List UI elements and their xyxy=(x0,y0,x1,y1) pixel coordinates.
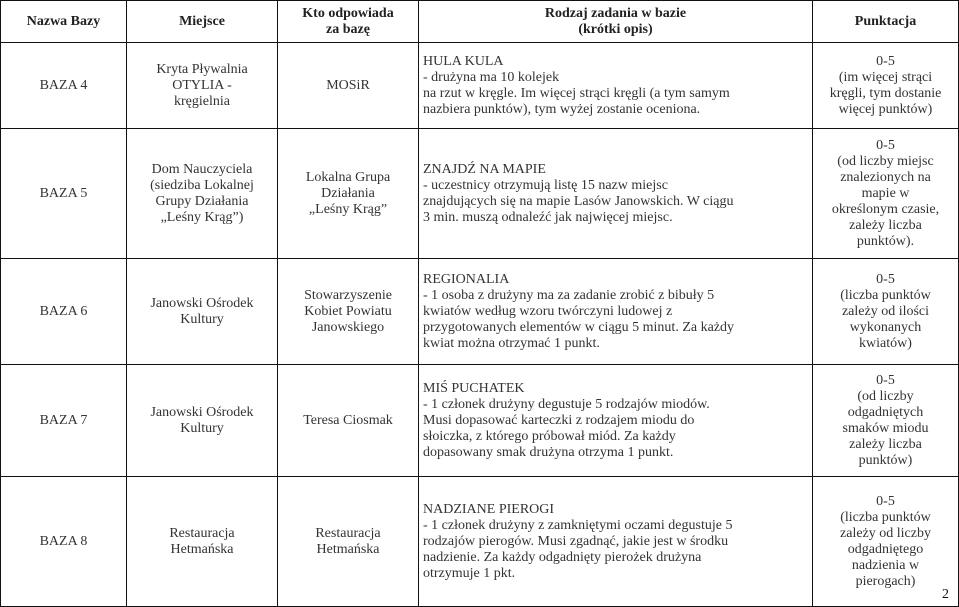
base-scoring-line: (od liczby miejsc xyxy=(837,153,934,169)
base-scoring xyxy=(813,365,959,477)
base-task-line: - drużyna ma 10 kolejek xyxy=(423,69,560,85)
base-scoring-line: odgadniętych xyxy=(847,404,924,420)
base-responsible-line: Działania xyxy=(321,185,375,201)
table-row xyxy=(1,259,959,365)
base-scoring-line: (od liczby xyxy=(857,388,914,404)
base-responsible-line: Restauracja xyxy=(315,525,381,541)
header-kto: Kto odpowiada za bazę xyxy=(278,1,419,43)
base-task-line: kwiatów według wzoru twórczyni ludowej z xyxy=(423,303,673,319)
base-responsible-line: „Leśny Krąg” xyxy=(308,201,388,217)
header-rodzaj: Rodzaj zadania w bazie (krótki opis) xyxy=(419,1,813,43)
base-scoring-line: nadzienia w xyxy=(851,557,920,573)
base-location xyxy=(127,129,278,259)
base-responsible-line: Kobiet Powiatu xyxy=(304,303,392,319)
base-location-line: (siedziba Lokalnej xyxy=(150,177,254,193)
base-task xyxy=(419,365,813,477)
base-scoring-line: (liczba punktów xyxy=(840,287,931,303)
base-name: BAZA 4 xyxy=(1,43,127,129)
base-responsible-line: Hetmańska xyxy=(316,541,380,557)
base-task-line: dopasowany smak drużyna otrzyma 1 punkt. xyxy=(423,444,674,460)
base-task-line: MIŚ PUCHATEK xyxy=(423,380,525,396)
base-responsible xyxy=(278,259,419,365)
base-location-line: kręgielnia xyxy=(174,93,230,109)
base-responsible-line: MOSiR xyxy=(326,77,370,93)
base-scoring-line: zależy od liczby xyxy=(840,525,931,541)
base-task-line: otrzymuje 1 pkt. xyxy=(423,565,516,581)
base-task-line: 3 min. muszą odnaleźć jak najwięcej miejsc. xyxy=(423,209,673,225)
base-location-line: Kultury xyxy=(180,311,224,327)
base-task-line: - 1 członek drużyny degustuje 5 rodzajów miodów. xyxy=(423,396,710,412)
base-scoring-line: zależy liczba xyxy=(849,217,922,233)
base-task-line: - 1 osoba z drużyny ma za zadanie zrobić z bibuły 5 xyxy=(423,287,715,303)
base-responsible xyxy=(278,365,419,477)
base-location-line: Restauracja xyxy=(169,525,235,541)
base-scoring-line: 0-5 xyxy=(876,372,895,388)
base-scoring-line: kwiatów) xyxy=(859,335,912,351)
base-location xyxy=(127,259,278,365)
base-task-line: Musi dopasować karteczki z rodzajem miodu do xyxy=(423,412,695,428)
base-task-line: REGIONALIA xyxy=(423,271,510,287)
base-responsible xyxy=(278,129,419,259)
base-task-line: NADZIANE PIEROGI xyxy=(423,501,555,517)
base-scoring xyxy=(813,43,959,129)
base-location xyxy=(127,365,278,477)
base-location-line: OTYLIA - xyxy=(172,77,232,93)
base-scoring xyxy=(813,129,959,259)
base-name: BAZA 7 xyxy=(1,365,127,477)
base-scoring-line: wykonanych xyxy=(849,319,922,335)
base-task-line: ZNAJDŹ NA MAPIE xyxy=(423,161,546,177)
header-miejsce: Miejsce xyxy=(127,1,278,43)
base-location-line: Hetmańska xyxy=(170,541,234,557)
base-task-line: - 1 członek drużyny z zamkniętymi oczami degustuje 5 xyxy=(423,517,733,533)
header-row xyxy=(1,1,959,43)
base-location xyxy=(127,43,278,129)
base-scoring-line: 0-5 xyxy=(876,137,895,153)
base-name: BAZA 6 xyxy=(1,259,127,365)
base-task xyxy=(419,129,813,259)
base-location xyxy=(127,477,278,607)
base-scoring-line: (liczba punktów xyxy=(840,509,931,525)
base-scoring-line: punktów). xyxy=(856,233,915,249)
base-name: BAZA 5 xyxy=(1,129,127,259)
table-row xyxy=(1,129,959,259)
base-task-line: nazbiera punktów), tym wyżej zostanie oceniona. xyxy=(423,101,701,117)
base-scoring-line: odgadniętego xyxy=(847,541,924,557)
table-row xyxy=(1,477,959,607)
base-responsible-line: Janowskiego xyxy=(311,319,385,335)
base-task-line: nadzienie. Za każdy odgadnięty pierożek drużyna xyxy=(423,549,702,565)
table-row xyxy=(1,365,959,477)
base-scoring-line: określonym czasie, xyxy=(831,201,940,217)
base-responsible-line: Lokalna Grupa xyxy=(305,169,391,185)
base-scoring-line: pierogach) xyxy=(855,573,916,589)
base-task-line: słoiczka, z którego próbował miód. Za każdy xyxy=(423,428,676,444)
table-row xyxy=(1,43,959,129)
base-task-line: rodzajów pierogów. Musi zgadnąć, jakie jest w środku xyxy=(423,533,729,549)
base-location-line: Janowski Ośrodek xyxy=(150,295,254,311)
header-nazwa: Nazwa Bazy xyxy=(1,1,127,43)
header-punktacja: Punktacja xyxy=(813,1,959,43)
base-scoring-line: więcej punktów) xyxy=(838,101,933,117)
base-scoring-line: 0-5 xyxy=(876,53,895,69)
base-location-line: „Leśny Krąg”) xyxy=(160,209,244,225)
base-task xyxy=(419,43,813,129)
base-task xyxy=(419,477,813,607)
base-scoring-line: punktów) xyxy=(858,452,913,468)
base-task-line: HULA KULA xyxy=(423,53,504,69)
base-scoring-line: znalezionych na xyxy=(840,169,931,185)
base-scoring-line: zależy od ilości xyxy=(841,303,930,319)
base-scoring-line: smaków miodu xyxy=(842,420,929,436)
base-location-line: Kryta Pływalnia xyxy=(156,61,248,77)
base-location-line: Janowski Ośrodek xyxy=(150,404,254,420)
base-scoring-line: 0-5 xyxy=(876,271,895,287)
base-name: BAZA 8 xyxy=(1,477,127,607)
base-scoring-line: 0-5 xyxy=(876,493,895,509)
base-task-line: - uczestnicy otrzymują listę 15 nazw miejsc xyxy=(423,177,668,193)
base-responsible-line: Teresa Ciosmak xyxy=(303,412,393,428)
base-task xyxy=(419,259,813,365)
base-responsible-line: Stowarzyszenie xyxy=(304,287,392,303)
base-responsible xyxy=(278,43,419,129)
base-task-line: na rzut w kręgle. Im więcej strąci kręgli (a tym samym xyxy=(423,85,730,101)
base-task-line: przygotowanych elementów w ciągu 5 minut. Za każdy xyxy=(423,319,735,335)
base-location-line: Kultury xyxy=(180,420,224,436)
base-scoring-line: (im więcej strąci xyxy=(838,69,933,85)
base-responsible xyxy=(278,477,419,607)
base-task-line: kwiat można otrzymać 1 punkt. xyxy=(423,335,600,351)
base-scoring-line: mapie w xyxy=(861,185,910,201)
base-scoring-line: kręgli, tym dostanie xyxy=(829,85,942,101)
base-task-line: znajdujących się na mapie Lasów Janowskich. W ciągu xyxy=(423,193,734,209)
base-scoring-line: zależy liczba xyxy=(849,436,922,452)
base-location-line: Dom Nauczyciela xyxy=(151,161,253,177)
page-number: 2 xyxy=(942,587,949,602)
base-scoring xyxy=(813,259,959,365)
base-location-line: Grupy Działania xyxy=(155,193,249,209)
base-scoring xyxy=(813,477,959,607)
